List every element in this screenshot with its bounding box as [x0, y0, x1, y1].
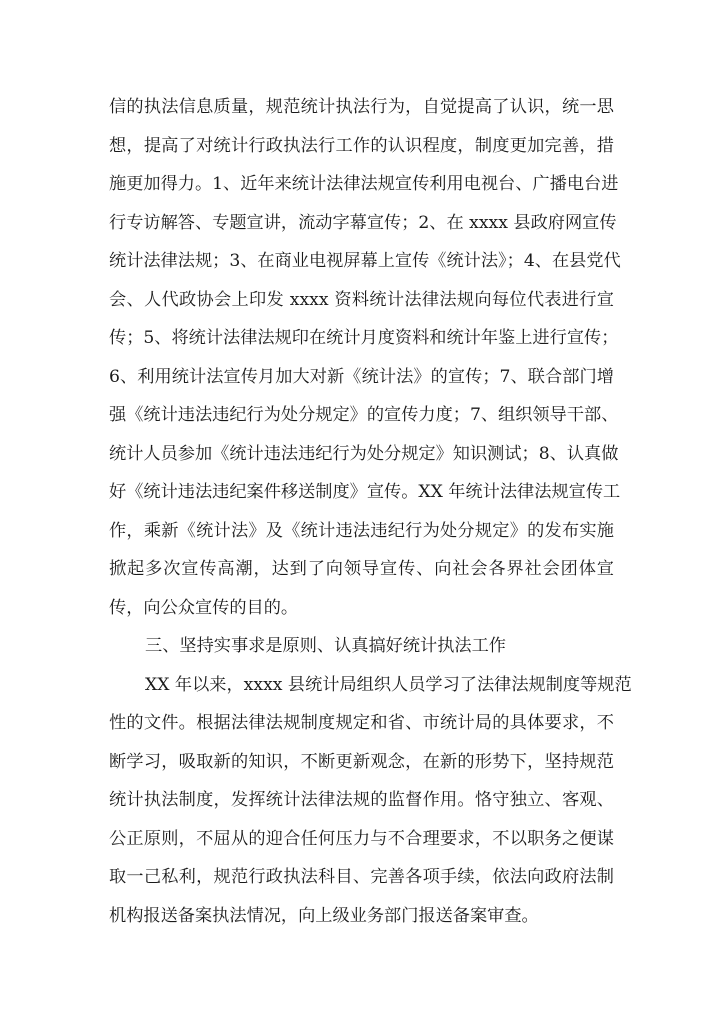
document-body: [109, 88, 632, 935]
text-line: 强《统计违法违纪行为处分规定》的宣传力度；7、组织领导干部、: [109, 405, 619, 425]
text-line: 公正原则，不屈从的迎合任何压力与不合理要求，不以职务之便谋: [109, 828, 614, 849]
section-heading: 三、坚持实事求是原则、认真搞好统计执法工作: [145, 636, 506, 656]
text-line: 好《统计违法违纪案件移送制度》宣传。XX 年统计法律法规宣传工: [109, 482, 621, 502]
text-line: 统计法律法规；3、在商业电视屏幕上宣传《统计法》；4、在县党代: [109, 251, 621, 271]
text-line: 作，乘新《统计法》及《统计违法违纪行为处分规定》的发布实施: [109, 520, 614, 541]
text-line: 行专访解答、专题宣讲，流动字幕宣传；2、在 xxxx 县政府网宣传: [109, 212, 617, 233]
text-line: 会、人代政协会上印发 xxxx 资料统计法律法规向每位代表进行宣: [109, 289, 614, 310]
text-line: 统计执法制度，发挥统计法律法规的监督作用。恪守独立、客观、: [109, 790, 614, 810]
text-line: 施更加得力。1、近年来统计法律法规宣传利用电视台、广播电台进: [109, 174, 619, 194]
text-line: 想，提高了对统计行政执法行工作的认识程度，制度更加完善，措: [109, 135, 614, 156]
text-line: 断学习，吸取新的知识，不断更新观念，在新的形势下，坚持规范: [109, 751, 614, 772]
text-line: 取一己私利，规范行政执法科目、完善各项手续，依法向政府法制: [109, 867, 614, 887]
text-line: XX 年以来，xxxx 县统计局组织人员学习了法律法规制度等规范: [145, 674, 632, 695]
text-line: 机构报送备案执法情况，向上级业务部门报送备案审查。: [109, 905, 539, 926]
text-line: 传；5、将统计法律法规印在统计月度资料和统计年鉴上进行宣传；: [109, 328, 619, 348]
text-line: 6、利用统计法宣传月加大对新《统计法》的宣传；7、联合部门增: [109, 366, 614, 387]
paragraph-2: [109, 666, 632, 936]
text-line: 掀起多次宣传高潮，达到了向领导宣传、向社会各界社会团体宣: [109, 559, 614, 579]
text-line: 性的文件。根据法律法规制度规定和省、市统计局的具体要求，不: [109, 713, 614, 733]
text-line: 信的执法信息质量，规范统计执法行为，自觉提高了认识，统一思: [109, 97, 614, 117]
text-line: 传，向公众宣传的目的。: [109, 597, 299, 618]
text-line: 统计人员参加《统计违法违纪行为处分规定》知识测试；8、认真做: [109, 443, 619, 464]
paragraph-1: [109, 88, 621, 627]
